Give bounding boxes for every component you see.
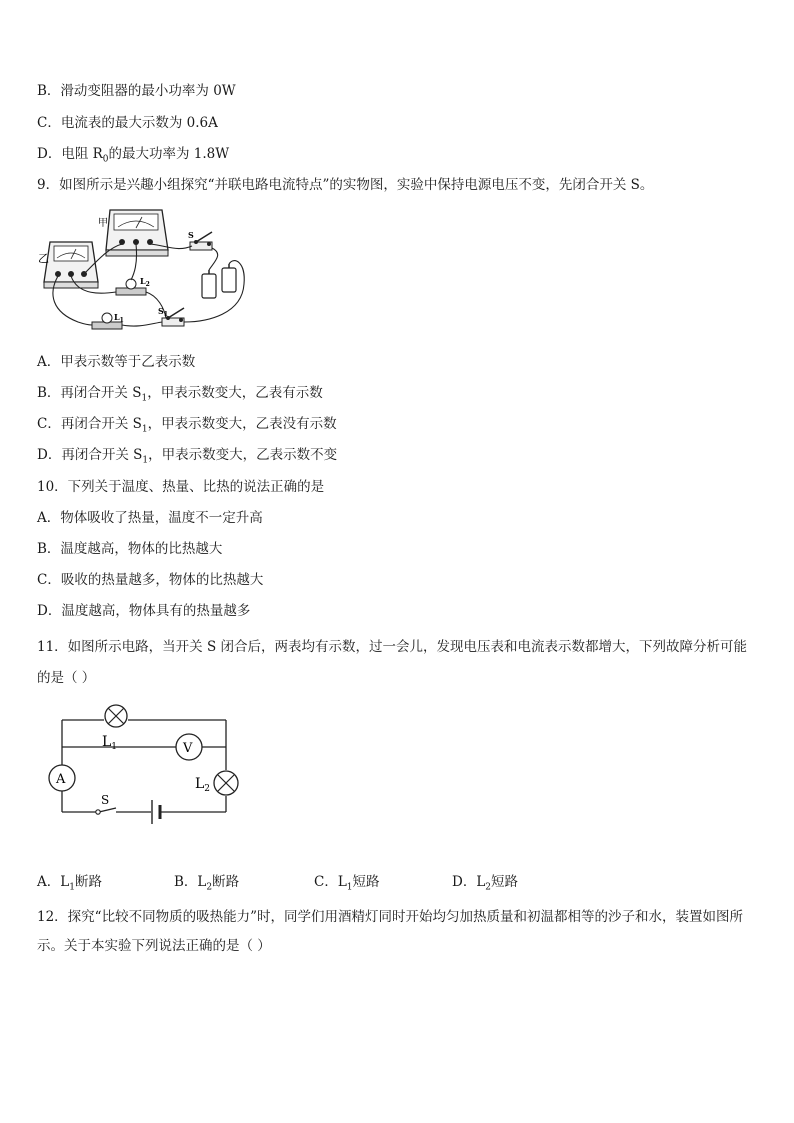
- lamp-l2-icon: [214, 771, 238, 795]
- q10-stem: 10．下列关于温度、热量、比热的说法正确的是: [37, 479, 325, 495]
- label-l2: $L_2$: [195, 776, 211, 794]
- q11-option-d: D．$L_2$短路: [452, 874, 519, 893]
- q11-stem: 11．如图所示电路，当开关 S 闭合后，两表均有示数，过一会儿，发现电压表和电流表示数都增大，下列故障分析可能的是（ ）: [37, 639, 748, 686]
- battery-icon: [202, 264, 236, 298]
- q9-option-d: D．再闭合开关 $S_1$，甲表示数变大，乙表示数不变: [37, 447, 338, 466]
- svg-text:V: V: [183, 741, 193, 756]
- q9-option-c: C．再闭合开关 $S_1$，甲表示数变大，乙表没有示数: [37, 416, 337, 435]
- label-s1: $S_1$: [158, 306, 168, 318]
- label-jia: 甲: [98, 218, 108, 229]
- label-l1: $L_1$: [114, 312, 124, 324]
- q11-options-row: [37, 872, 757, 892]
- label-s: S: [188, 230, 194, 240]
- q9-circuit-figure: [38, 204, 253, 344]
- lamp-l1-icon: [105, 705, 127, 727]
- q12-stem: 12．探究“比较不同物质的吸热能力”时，同学们用酒精灯同时开始均匀加热质量和初温都相等的沙子和水，装置如图所示。关于本实验下列说法正确的是（ ）: [37, 909, 743, 954]
- ammeter-icon: [49, 765, 75, 791]
- q9-option-b: B．再闭合开关 $S_1$，甲表示数变大，乙表有示数: [37, 385, 323, 404]
- q11-wires: [62, 720, 226, 812]
- q10-option-a: A．物体吸收了热量，温度不一定升高: [37, 510, 263, 526]
- q10-option-c: C．吸收的热量越多，物体的比热越大: [37, 572, 264, 588]
- label-l1: $L_1$: [102, 734, 118, 752]
- q11-option-c: C．$L_1$短路: [314, 874, 380, 893]
- q8-option-b: B．滑动变阻器的最小功率为 0W: [37, 83, 236, 99]
- label-l2: $L_2$: [140, 276, 150, 288]
- q10-option-d: D．温度越高，物体具有的热量越多: [37, 603, 251, 619]
- switch-s-contact-icon: [96, 810, 100, 814]
- q11-circuit-figure: [44, 700, 244, 830]
- q9-option-a: A．甲表示数等于乙表示数: [37, 354, 196, 370]
- q11-circuit-svg: [44, 700, 244, 830]
- voltmeter-icon: [176, 734, 202, 760]
- q9-circuit-svg: [38, 204, 253, 344]
- ammeter-jia-icon: [106, 210, 168, 256]
- q8-option-d: D．电阻 $R_0$的最大功率为 1.8W: [37, 146, 230, 165]
- ammeter-yi-icon: [44, 242, 98, 288]
- label-yi: 乙: [38, 252, 49, 265]
- q8-option-c: C．电流表的最大示数为 0.6A: [37, 115, 218, 131]
- q9-stem: 9．如图所示是兴趣小组探究“并联电路电流特点”的实物图，实验中保持电源电压不变，先闭合开关 S。: [37, 177, 654, 193]
- q11-option-b: B．$L_2$断路: [174, 874, 240, 893]
- battery-icon: [152, 800, 160, 824]
- label-s: S: [101, 793, 110, 807]
- q10-option-b: B．温度越高，物体的比热越大: [37, 541, 223, 557]
- svg-text:A: A: [56, 772, 66, 787]
- q11-option-a: A．$L_1$断路: [37, 874, 102, 893]
